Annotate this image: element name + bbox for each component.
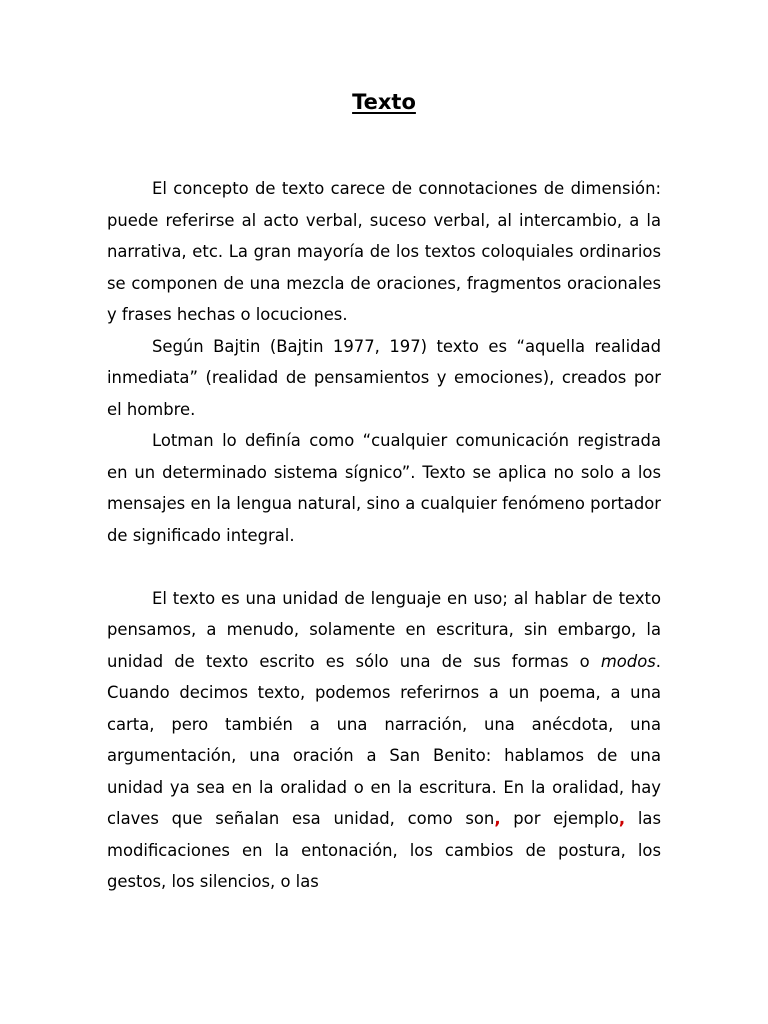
paragraph-4-text-part-4: las modificaciones en la entonación, los cambios de postura, los gestos, los silencios, o las bbox=[107, 809, 661, 891]
paragraph-3: Lotman lo definía como “cualquier comunicación registrada en un determinado sistema sígnico”. Texto se aplica no solo a los mensajes en la lengua natural, sino a cualquier fenómeno portador de significado integral. bbox=[107, 431, 661, 545]
paragraph-1: El concepto de texto carece de connotaciones de dimensión: puede referirse al acto verbal, suceso verbal, al intercambio, a la narrativa, etc. La gran mayoría de los textos coloquiales ordinarios se componen de una mezcla de oraciones, fragmentos oracionales y frases hechas o locuciones. bbox=[107, 179, 661, 324]
paragraph-2: Según Bajtin (Bajtin 1977, 197) texto es “aquella realidad inmediata” (realidad de pensamientos y emociones), creados por el hombre. bbox=[107, 336, 661, 419]
document-title: Texto bbox=[352, 90, 416, 114]
document-body bbox=[107, 173, 661, 898]
paragraph-4-italic-term: modos bbox=[600, 651, 656, 671]
paragraph-4-text-part-3: por ejemplo bbox=[500, 809, 619, 828]
paragraph-4-text-part-2: . Cuando decimos texto, podemos referirnos a un poema, a una carta, pero también a una narración, una anécdota, una argumentación, una oración a San Benito: hablamos de una unidad ya sea en la oralidad o en la escritura. En la oralidad, hay claves que señalan esa unidad, como son bbox=[107, 651, 661, 828]
paragraph-4 bbox=[107, 583, 661, 898]
highlighted-comma: , bbox=[618, 809, 626, 828]
highlighted-comma: , bbox=[494, 809, 501, 828]
paragraph-4-text-part-1: El texto es una unidad de lenguaje en uso; al hablar de texto pensamos, a menudo, solamente en escritura, sin embargo, la unidad de texto escrito es sólo una de sus formas o bbox=[107, 588, 661, 671]
